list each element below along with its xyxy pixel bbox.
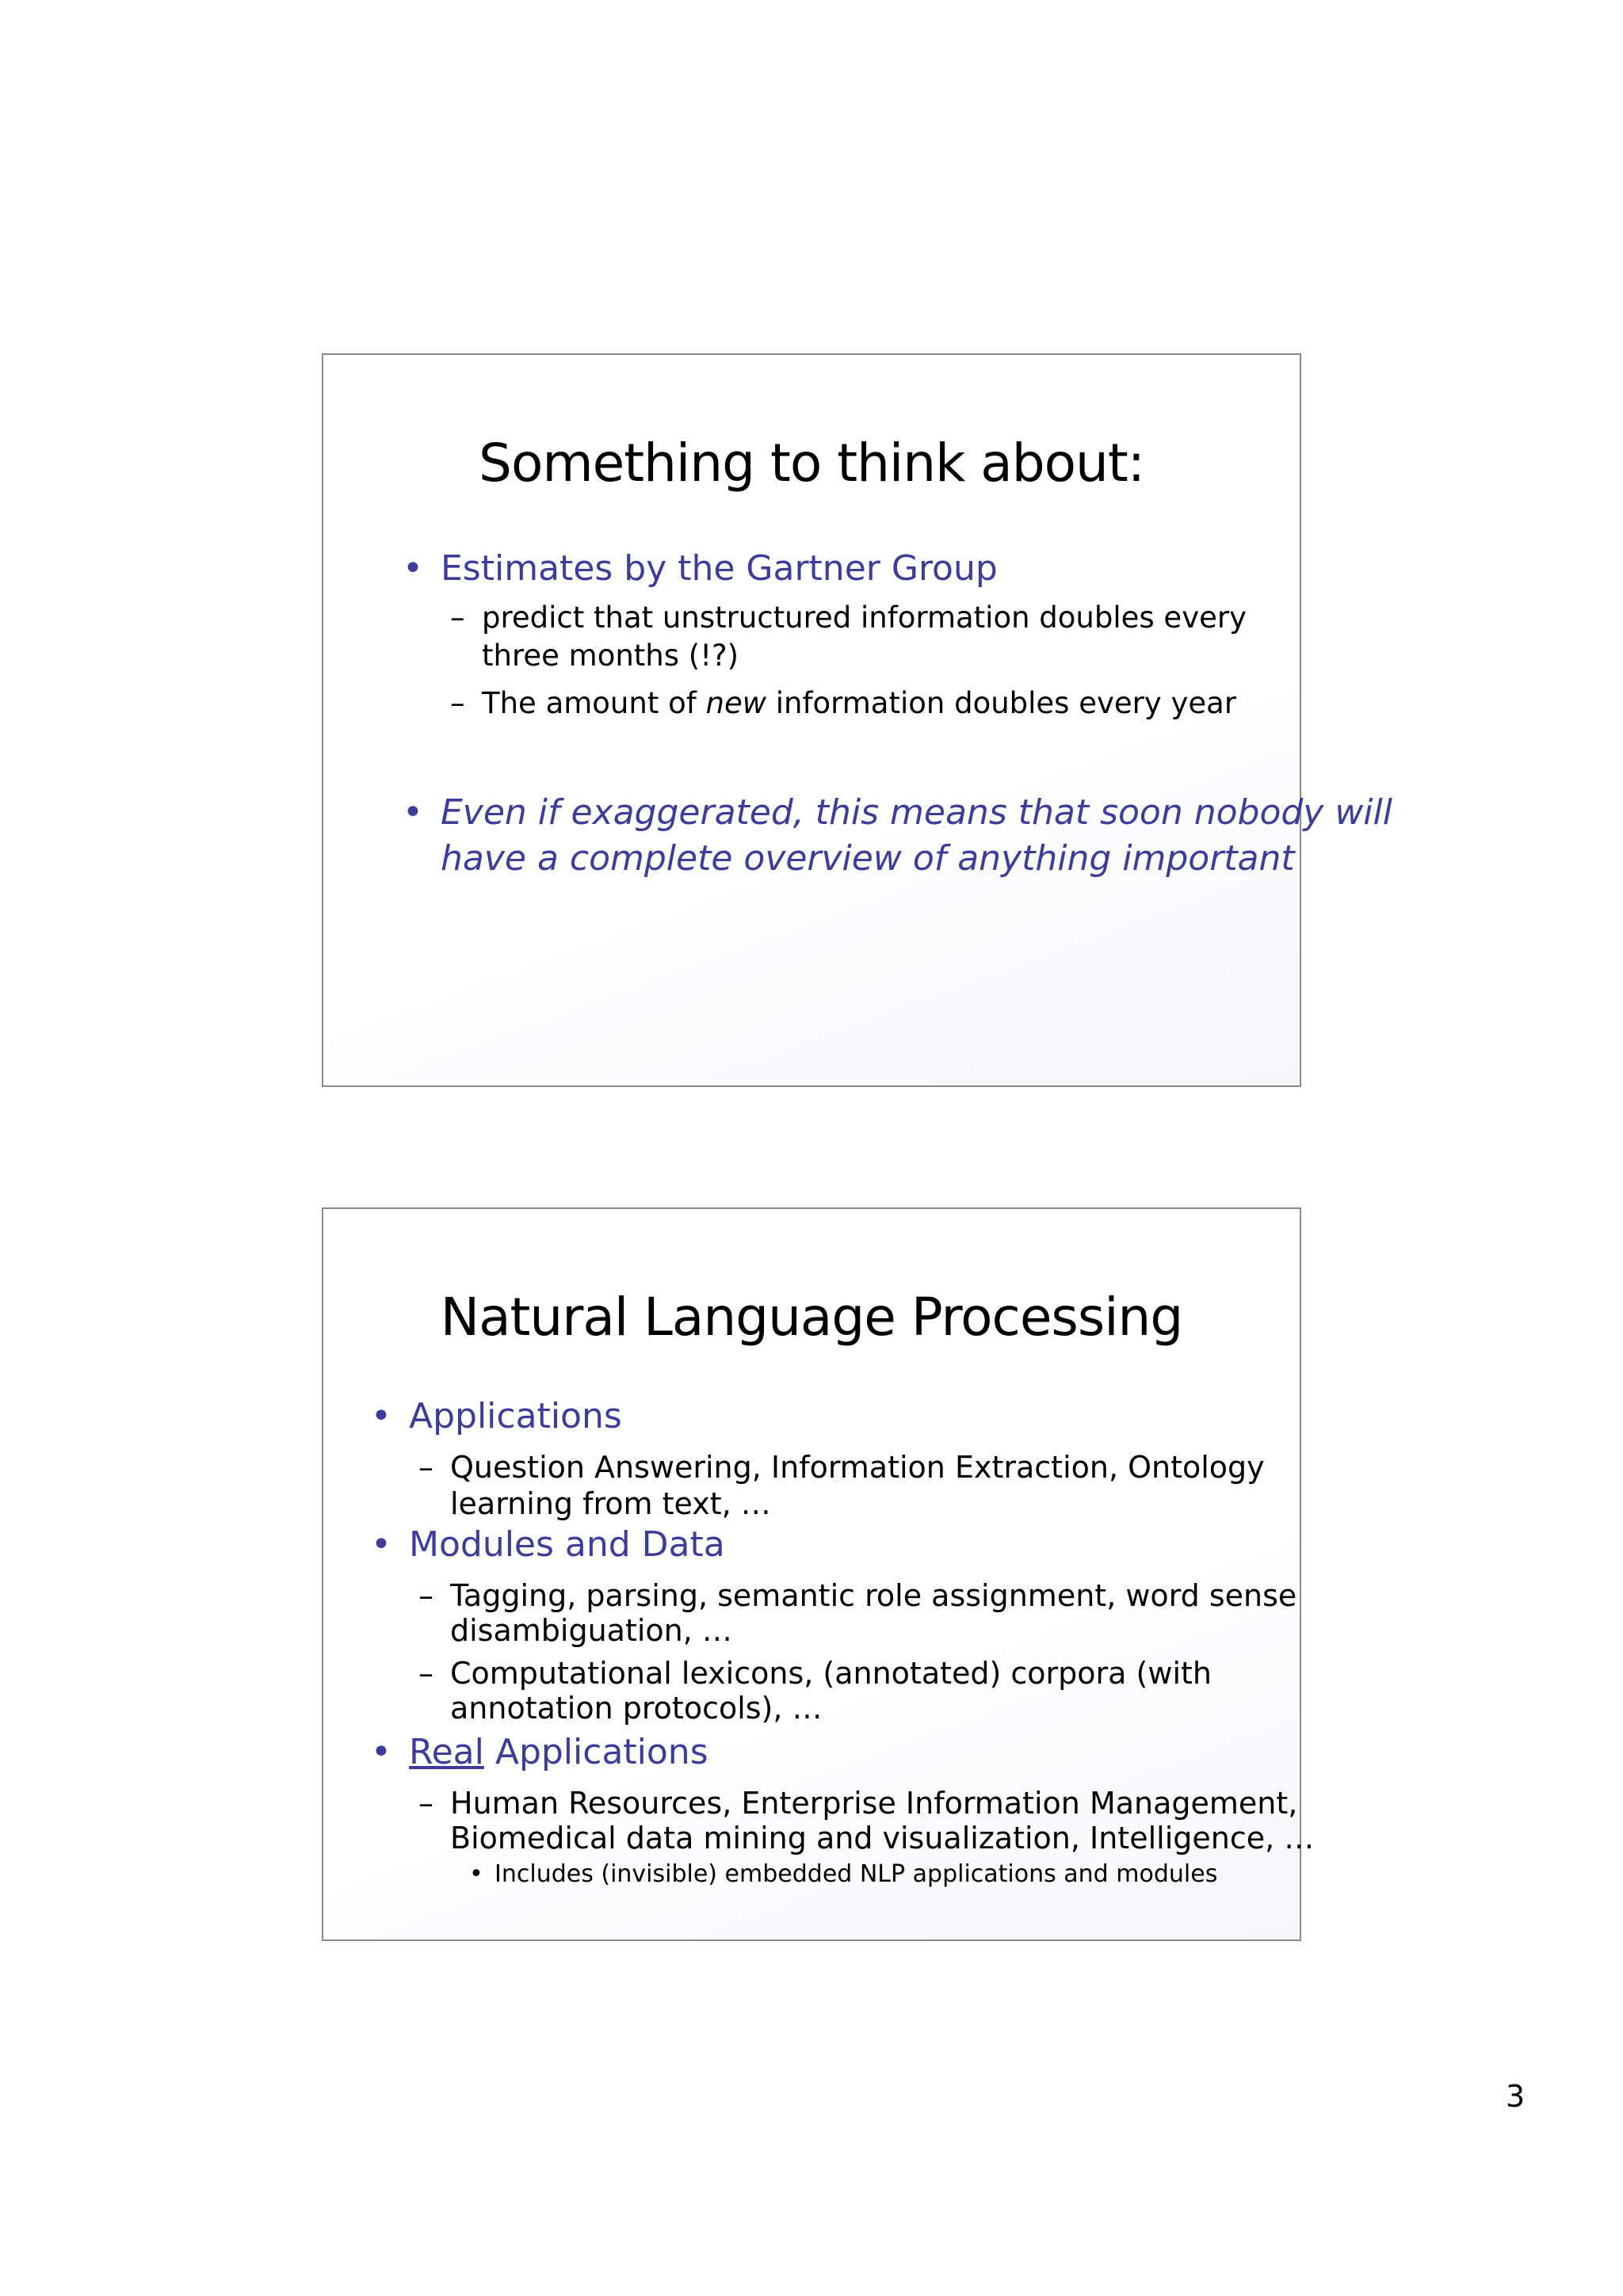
- dash-marker: –: [418, 1578, 433, 1613]
- sub-sub-bullet-marker: •: [469, 1860, 483, 1888]
- bullet-marker: •: [403, 548, 423, 589]
- bullet-text: Modules and Data: [409, 1524, 725, 1565]
- sub-bullet-text: annotation protocols), …: [450, 1691, 823, 1726]
- emphasized-word: new: [705, 686, 767, 720]
- text-run: Applications: [483, 1732, 708, 1772]
- sub-bullet-text: Tagging, parsing, semantic role assignment, word sense: [450, 1578, 1297, 1613]
- italic-bullet-text: Even if exaggerated, this means that soon nobody will: [441, 792, 1392, 833]
- underlined-word: Real: [409, 1732, 484, 1772]
- text-run: The amount of: [482, 686, 706, 720]
- sub-bullet-text: Computational lexicons, (annotated) corpora (with: [450, 1656, 1212, 1691]
- dash-marker: –: [450, 601, 465, 635]
- sub-sub-bullet-text: Includes (invisible) embedded NLP applications and modules: [495, 1860, 1218, 1888]
- slide-title: Natural Language Processing: [440, 1287, 1183, 1348]
- bullet-text: [409, 1732, 708, 1772]
- bullet-text: Applications: [409, 1396, 622, 1436]
- slide-2: [322, 1207, 1315, 1941]
- bullet-marker: •: [371, 1396, 391, 1436]
- sub-bullet-text: Human Resources, Enterprise Information Management,: [450, 1786, 1298, 1821]
- italic-bullet-text: have a complete overview of anything important: [441, 838, 1295, 879]
- sub-bullet-text: Biomedical data mining and visualization, Intelligence, …: [450, 1821, 1315, 1855]
- bullet-marker: •: [371, 1732, 391, 1772]
- page-number: 3: [1506, 2079, 1526, 2114]
- sub-bullet-text: Question Answering, Information Extraction, Ontology: [450, 1450, 1265, 1485]
- slide-title: Something to think about:: [479, 433, 1144, 494]
- bullet-marker: •: [403, 792, 423, 833]
- sub-bullet-text: disambiguation, …: [450, 1613, 732, 1648]
- sub-bullet-text: predict that unstructured information doubles every: [482, 601, 1247, 635]
- dash-marker: –: [450, 686, 465, 720]
- dash-marker: –: [418, 1450, 433, 1485]
- bullet-marker: •: [371, 1524, 391, 1565]
- dash-marker: –: [418, 1656, 433, 1691]
- sub-bullet-text: [482, 686, 1236, 720]
- slide-1: [322, 353, 1392, 1087]
- sub-bullet-text: three months (!?): [482, 639, 739, 673]
- dash-marker: –: [418, 1786, 433, 1821]
- bullet-text: Estimates by the Gartner Group: [441, 548, 998, 589]
- sub-bullet-text: learning from text, …: [450, 1486, 771, 1521]
- text-run: information doubles every year: [766, 686, 1237, 720]
